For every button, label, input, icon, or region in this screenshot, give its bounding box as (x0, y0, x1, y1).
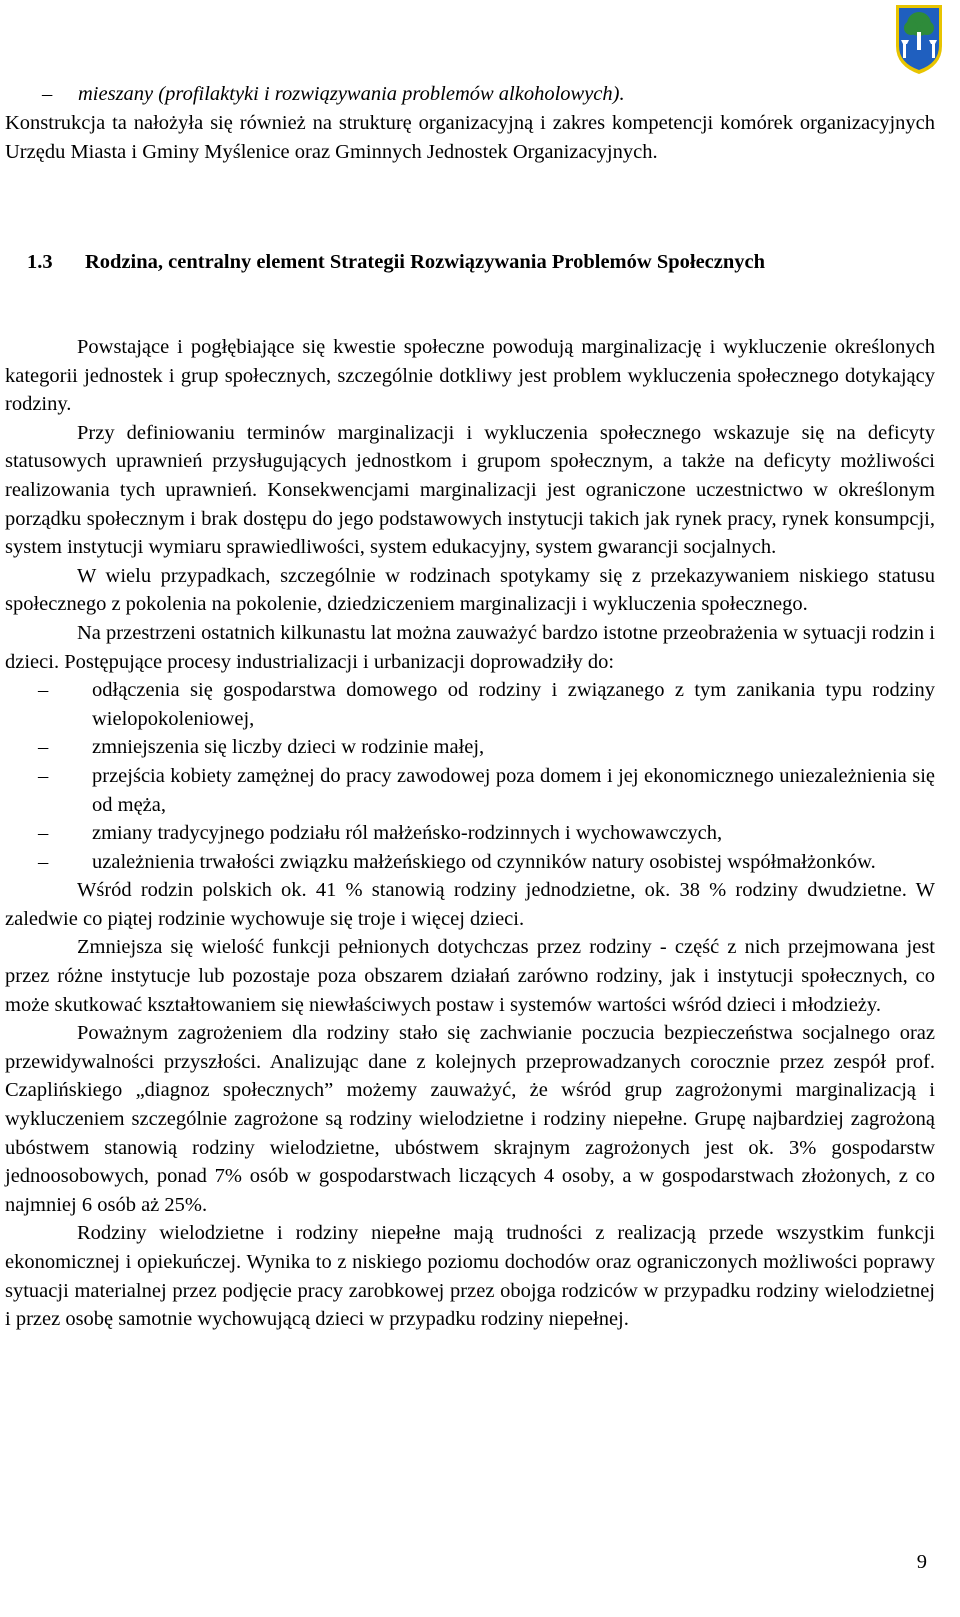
list-item-text: zmniejszenia się liczby dzieci w rodzinie małej, (92, 736, 485, 759)
page-number: 9 (916, 1551, 927, 1573)
top-list-item: mieszany (profilaktyki i rozwiązywania problemów alkoholowych). (78, 83, 625, 105)
dash-bullet: – (38, 679, 49, 702)
dash-bullet: – (38, 850, 49, 873)
paragraph: Na przestrzeni ostatnich kilkunastu lat można zauważyć bardzo istotne przeobrażenia w sytuacji rodzin i dzieci. Postępujące procesy industrializacji i urbanizacji doprowadziły do: (5, 621, 935, 673)
section-number: 1.3 (27, 251, 53, 273)
list-item (5, 819, 935, 848)
list-item (5, 676, 935, 733)
dash-bullet: – (42, 83, 53, 105)
list-item (5, 848, 935, 877)
section-title: Rodzina, centralny element Strategii Rozwiązywania Problemów Społecznych (85, 251, 766, 273)
paragraph: Wśród rodzin polskich ok. 41 % stanowią rodziny jednodzietne, ok. 38 % rodziny dwudzietne. W zaledwie co piątej rodzinie wychowuje się troje i więcej dzieci. (5, 879, 935, 930)
dash-bullet: – (38, 764, 49, 787)
dash-bullet: – (38, 822, 49, 845)
paragraph: W wielu przypadkach, szczególnie w rodzinach spotykamy się z przekazywaniem niskiego statusu społecznego z pokolenia na pokolenie, dziedziczeniem marginalizacji i wykluczenia społecznego. (5, 564, 935, 616)
changes-list (5, 676, 935, 876)
top-list-fragment (5, 80, 935, 109)
paragraph: Powstające i pogłębiające się kwestie społeczne powodują marginalizację i wykluczenie określonych kategorii jednostek i grup społecznych, szczególnie dotkliwy jest problem wykluczenia społecznego dotykający rodziny. (5, 336, 935, 416)
section-body (5, 333, 935, 1334)
paragraph: Przy definiowaniu terminów marginalizacji i wykluczenia społecznego wskazuje się na deficyty statusowych uprawnień przysługujących jednostkom i grupom społecznym, a także na deficyty możliwości realizowania tych uprawnień. Konsekwencjami marginalizacji jest ograniczone uczestnictwo w określonym porządku społecznym i brak dostępu do jego podstawowych instytucji takich jak rynek pracy, rynek konsumpcji, system instytucji wymiaru sprawiedliwości, system edukacyjny, system gwarancji socjalnych. (5, 421, 935, 559)
paragraph: Rodziny wielodzietne i rodziny niepełne mają trudności z realizacją przede wszystkim funkcji ekonomicznej i opiekuńczej. Wynika to z niskiego poziomu dochodów oraz ograniczonych możliwości poprawy sytuacji materialnej przez podjęcie pracy zarobkowej przez obojga rodziców w przypadku rodziny wielodzietnej i przez osobę samotnie wychowującą dzieci w przypadku rodziny niepełnej. (5, 1222, 935, 1331)
paragraph: Poważnym zagrożeniem dla rodziny stało się zachwianie poczucia bezpieczeństwa socjalnego oraz przewidywalności przyszłości. Analizując dane z kolejnych przeprowadzanych corocznie przez zespół prof. Czaplińskiego „diagnoz społecznych” możemy zauważyć, że wśród grup zagrożonymi marginalizacją i wykluczeniem szczególnie zagrożone są rodziny wielodzietne i rodziny niepełne. Grupę najbardziej zagrożoną ubóstwem stanowią rodziny wielodzietne, ubóstwem skrajnym zagrożonych jest ok. 3% gospodarstw jednoosobowych, ponad 7% osób w gospodarstwach liczących 4 osoby, a w gospodarstwach złożonych, z co najmniej 6 osób aż 25%. (5, 1022, 935, 1216)
intro-continuation (5, 109, 935, 166)
paragraph: Zmniejsza się wielość funkcji pełnionych dotychczas przez rodziny - część z nich przejmowana jest przez różne instytucje lub pozostaje poza obszarem działań zarówno rodziny, jak i instytucji społecznych, co może skutkować kształtowaniem się niewłaściwych postaw i systemów wartości wśród dzieci i młodzieży. (5, 936, 935, 1016)
list-item-text: zmiany tradycyjnego podziału ról małżeńsko-rodzinnych i wychowawczych, (92, 822, 723, 845)
list-item-text: przejścia kobiety zamężnej do pracy zawodowej poza domem i jej ekonomicznego uniezależnienia się od męża, (92, 764, 935, 816)
dash-bullet: – (38, 736, 49, 759)
list-item (5, 733, 935, 762)
list-item-text: odłączenia się gospodarstwa domowego od rodziny i związanego z tym zanikania typu rodziny wielopokoleniowej, (92, 679, 935, 730)
list-item (5, 762, 935, 819)
intro-continuation-text: Konstrukcja ta nałożyła się również na strukturę organizacyjną i zakres kompetencji komórek organizacyjnych Urzędu Miasta i Gminy Myślenice oraz Gminnych Jednostek Organizacyjnych. (5, 112, 935, 163)
list-item-text: uzależnienia trwałości związku małżeńskiego od czynników natury osobistej współmałżonków. (92, 850, 876, 873)
coat-of-arms-icon (893, 2, 945, 76)
section-heading (27, 248, 937, 277)
